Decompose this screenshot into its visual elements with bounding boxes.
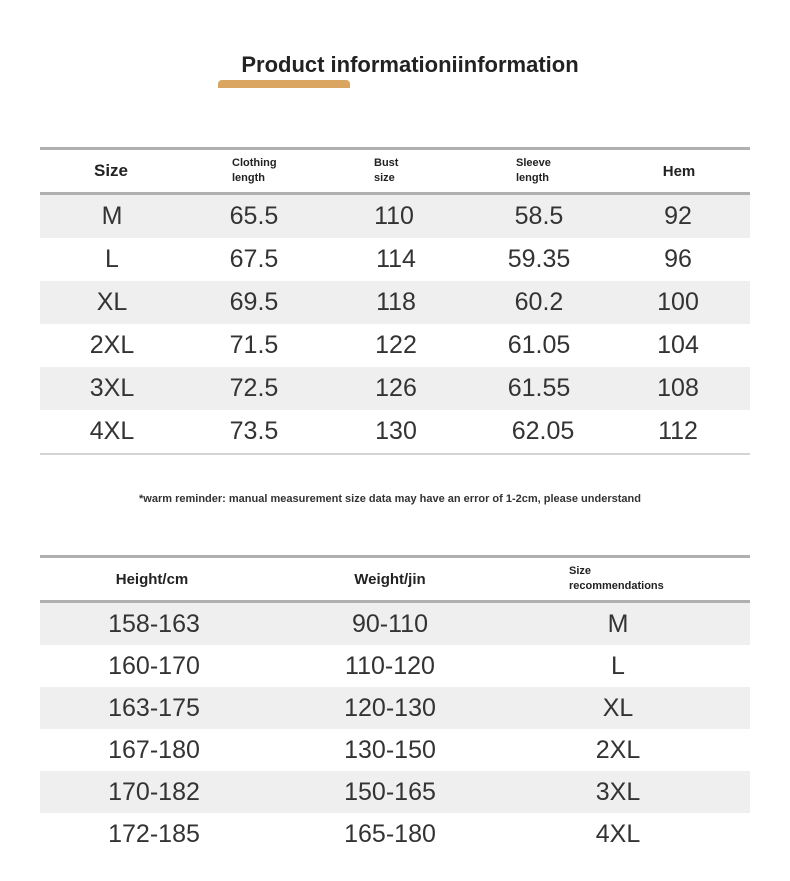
cell-height: 160-170 xyxy=(108,651,200,680)
cell-size: 3XL xyxy=(595,777,641,806)
cell-weight: 110-120 xyxy=(345,651,435,680)
header-sleeve-length: Sleeve length xyxy=(516,157,551,184)
cell-bust-size: 118 xyxy=(376,288,416,316)
table-row xyxy=(40,729,750,771)
cell-clothing-length: 71.5 xyxy=(229,331,279,359)
cell-hem: 108 xyxy=(657,374,699,402)
cell-height: 158-163 xyxy=(108,609,200,638)
cell-sleeve-length: 59.35 xyxy=(507,245,571,273)
cell-bust-size: 110 xyxy=(374,202,414,230)
cell-size: M xyxy=(607,609,629,638)
cell-size: M xyxy=(101,202,123,230)
cell-clothing-length: 69.5 xyxy=(229,288,279,316)
cell-hem: 92 xyxy=(664,202,692,230)
cell-weight: 130-150 xyxy=(344,735,436,764)
cell-size: 2XL xyxy=(595,735,641,764)
cell-bust-size: 126 xyxy=(375,374,417,402)
table-row xyxy=(40,367,750,410)
measurement-reminder: *warm reminder: manual measurement size data may have an error of 1-2cm, please understand xyxy=(139,493,641,505)
cell-size: 2XL xyxy=(89,331,135,359)
header-weight: Weight/jin xyxy=(354,570,426,588)
cell-hem: 100 xyxy=(657,288,699,316)
cell-weight: 90-110 xyxy=(352,609,428,638)
cell-hem: 104 xyxy=(657,331,699,359)
table-row xyxy=(40,238,750,281)
cell-weight: 165-180 xyxy=(344,819,436,848)
header-size-recommendations: Size recommendations xyxy=(569,565,664,592)
cell-sleeve-length: 61.55 xyxy=(507,374,571,402)
table-bottom-rule xyxy=(40,453,750,455)
cell-bust-size: 130 xyxy=(375,417,417,445)
cell-size: L xyxy=(105,245,119,273)
table-row xyxy=(40,603,750,645)
cell-height: 172-185 xyxy=(108,819,200,848)
size-table xyxy=(40,147,750,455)
cell-clothing-length: 65.5 xyxy=(229,202,279,230)
cell-sleeve-length: 60.2 xyxy=(514,288,564,316)
header-height: Height/cm xyxy=(115,570,189,588)
size-table-header xyxy=(40,147,750,195)
header-hem: Hem xyxy=(662,162,696,180)
cell-size: 4XL xyxy=(595,819,641,848)
table-row xyxy=(40,195,750,238)
table-row xyxy=(40,813,750,855)
header-bust-size: Bust size xyxy=(374,157,399,184)
cell-hem: 112 xyxy=(658,417,698,445)
title-underline xyxy=(218,80,350,88)
cell-height: 170-182 xyxy=(108,777,200,806)
table-row xyxy=(40,281,750,324)
recommendation-table-header xyxy=(40,555,750,603)
cell-clothing-length: 73.5 xyxy=(229,417,279,445)
cell-size: 4XL xyxy=(89,417,135,445)
cell-size: XL xyxy=(96,288,128,316)
cell-height: 167-180 xyxy=(108,735,200,764)
cell-sleeve-length: 61.05 xyxy=(507,331,571,359)
cell-clothing-length: 67.5 xyxy=(229,245,279,273)
cell-sleeve-length: 62.05 xyxy=(511,417,575,445)
cell-bust-size: 122 xyxy=(375,331,417,359)
cell-bust-size: 114 xyxy=(376,245,416,273)
header-clothing-length: Clothing length xyxy=(232,157,277,184)
cell-size: L xyxy=(611,651,625,680)
page-title: Product informationiinformation xyxy=(241,52,579,77)
table-row xyxy=(40,687,750,729)
size-recommendation-table xyxy=(40,555,750,855)
table-row xyxy=(40,410,750,453)
cell-clothing-length: 72.5 xyxy=(229,374,279,402)
cell-weight: 120-130 xyxy=(344,693,436,722)
cell-size: 3XL xyxy=(89,374,135,402)
cell-height: 163-175 xyxy=(108,693,200,722)
table-row xyxy=(40,771,750,813)
table-row xyxy=(40,324,750,367)
cell-sleeve-length: 58.5 xyxy=(514,202,564,230)
cell-hem: 96 xyxy=(664,245,692,273)
cell-weight: 150-165 xyxy=(344,777,436,806)
cell-size: XL xyxy=(602,693,634,722)
header-size: Size xyxy=(93,161,129,180)
table-row xyxy=(40,645,750,687)
